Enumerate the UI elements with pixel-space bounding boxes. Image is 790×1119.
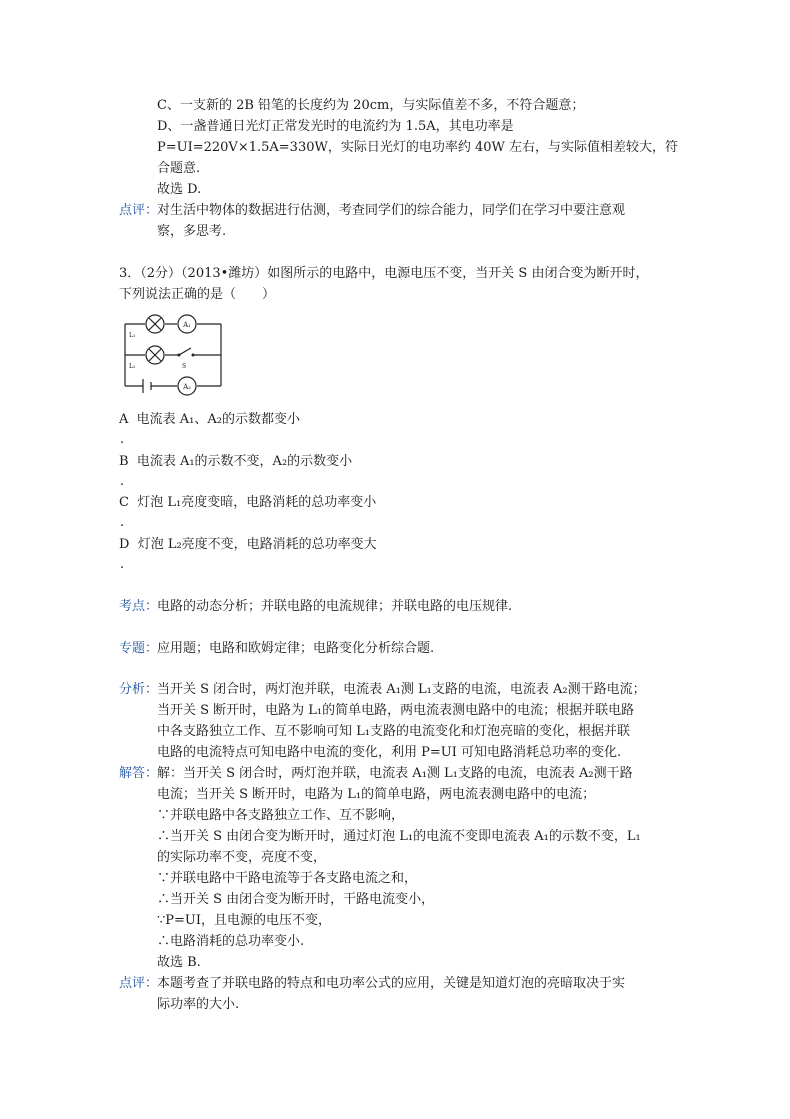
fenxi-label: 分析： bbox=[119, 682, 159, 697]
option-a-dot: . bbox=[120, 432, 125, 447]
fenxi-line: 中各支路独立工作、互不影响可知 L₁支路的电流变化和灯泡亮暗的变化，根据并联 bbox=[157, 724, 630, 739]
switch-s bbox=[178, 354, 195, 357]
prev-answer: 故选 D. bbox=[157, 182, 202, 197]
prev-option-d-explanation-line3: 合题意. bbox=[157, 161, 201, 176]
switch-label: S bbox=[182, 363, 187, 370]
option-c-letter: C bbox=[119, 495, 129, 510]
prev-comment-line1: 对生活中物体的数据进行估测，考查同学们的综合能力，同学们在学习中要注意观 bbox=[157, 203, 626, 218]
jieda-line: 解：当开关 S 闭合时，两灯泡并联，电流表 A₁测 L₁支路的电流，电流表 A₂测干路 bbox=[157, 766, 633, 781]
jieda-line: ∴电路消耗的总功率变小. bbox=[157, 934, 305, 949]
dianping-line: 本题考查了并联电路的特点和电功率公式的应用，关键是知道灯泡的亮暗取决于实 bbox=[157, 976, 626, 991]
fenxi-line: 电路的电流特点可知电路中电流的变化，利用 P=UI 可知电路消耗总功率的变化. bbox=[157, 745, 622, 760]
option-a-text: 电流表 A₁、A₂的示数都变小 bbox=[136, 412, 300, 427]
dianping-line: 际功率的大小. bbox=[157, 997, 240, 1012]
zhuanti-label: 专题： bbox=[119, 641, 159, 656]
ammeter-a2-label: A₂ bbox=[183, 383, 191, 391]
lamp-l2-label: L₂ bbox=[129, 363, 136, 370]
question-stem-line2: 下列说法正确的是（ ） bbox=[119, 287, 276, 302]
kaodian-label: 考点： bbox=[119, 599, 159, 614]
jieda-line: 电流；当开关 S 断开时，电路为 L₁的简单电路，两电流表测电路中的电流； bbox=[157, 787, 596, 802]
prev-option-d-explanation-line2: P=UI=220V×1.5A=330W，实际日光灯的电功率约 40W 左右，与实际值相差较大，符 bbox=[157, 140, 679, 155]
option-d[interactable] bbox=[119, 536, 377, 554]
jieda-label: 解答： bbox=[119, 766, 159, 781]
circuit-diagram bbox=[121, 313, 225, 398]
jieda-line: ∴当开关 S 由闭合变为断开时，通过灯泡 L₁的电流不变即电流表 A₁的示数不变，L₁ bbox=[157, 829, 641, 844]
ammeter-a1 bbox=[178, 315, 196, 333]
jieda-line: ∵并联电路中各支路独立工作、互不影响， bbox=[157, 808, 405, 823]
option-b-dot: . bbox=[120, 474, 125, 489]
option-b-text: 电流表 A₁的示数不变，A₂的示数变小 bbox=[136, 454, 353, 469]
lamp-l2 bbox=[146, 346, 164, 364]
jieda-line: ∵并联电路中干路电流等于各支路电流之和， bbox=[157, 871, 418, 886]
dianping-label: 点评： bbox=[119, 976, 159, 991]
jieda-line: ∴当开关 S 由闭合变为断开时，干路电流变小， bbox=[157, 892, 435, 907]
option-c-dot: . bbox=[120, 515, 125, 530]
option-c-text: 灯泡 L₁亮度变暗，电路消耗的总功率变小 bbox=[137, 495, 377, 510]
option-a-letter: A bbox=[119, 412, 129, 427]
ammeter-a1-label: A₁ bbox=[183, 321, 191, 329]
option-d-dot: . bbox=[120, 557, 125, 572]
zhuanti-text: 应用题；电路和欧姆定律；电路变化分析综合题. bbox=[157, 641, 435, 656]
question-stem-line1: 3．（2分）（2013•潍坊）如图所示的电路中，电源电压不变，当开关 S 由闭合变为断开时， bbox=[119, 266, 649, 281]
option-b[interactable] bbox=[119, 453, 352, 471]
option-d-letter: D bbox=[119, 537, 130, 552]
lamp-l1-label: L₁ bbox=[129, 332, 136, 339]
prev-comment-line2: 察，多思考. bbox=[157, 224, 227, 239]
prev-option-d-explanation-line1: D、一盏普通日光灯正常发光时的电流约为 1.5A，其电功率是 bbox=[157, 119, 514, 134]
fenxi-line: 当开关 S 闭合时，两灯泡并联，电流表 A₁测 L₁支路的电流，电流表 A₂测干路电流； bbox=[157, 682, 646, 697]
kaodian-text: 电路的动态分析；并联电路的电流规律；并联电路的电压规律. bbox=[157, 599, 513, 614]
jieda-line: 故选 B. bbox=[157, 955, 201, 970]
jieda-line: 的实际功率不变，亮度不变， bbox=[157, 850, 327, 865]
lamp-l1 bbox=[146, 315, 164, 333]
option-d-text: 灯泡 L₂亮度不变，电路消耗的总功率变大 bbox=[137, 537, 377, 552]
option-c[interactable] bbox=[119, 494, 376, 512]
fenxi-line: 当开关 S 断开时，电路为 L₁的简单电路，两电流表测电路中的电流；根据并联电路 bbox=[157, 703, 635, 718]
jieda-line: ∵P=UI，且电源的电压不变， bbox=[157, 913, 332, 928]
option-a[interactable] bbox=[119, 411, 300, 429]
ammeter-a2 bbox=[178, 377, 196, 395]
option-b-letter: B bbox=[119, 454, 129, 469]
prev-option-c-explanation: C、一支新的 2B 铅笔的长度约为 20cm，与实际值差不多，不符合题意； bbox=[157, 98, 585, 113]
prev-comment-label: 点评： bbox=[119, 203, 159, 218]
